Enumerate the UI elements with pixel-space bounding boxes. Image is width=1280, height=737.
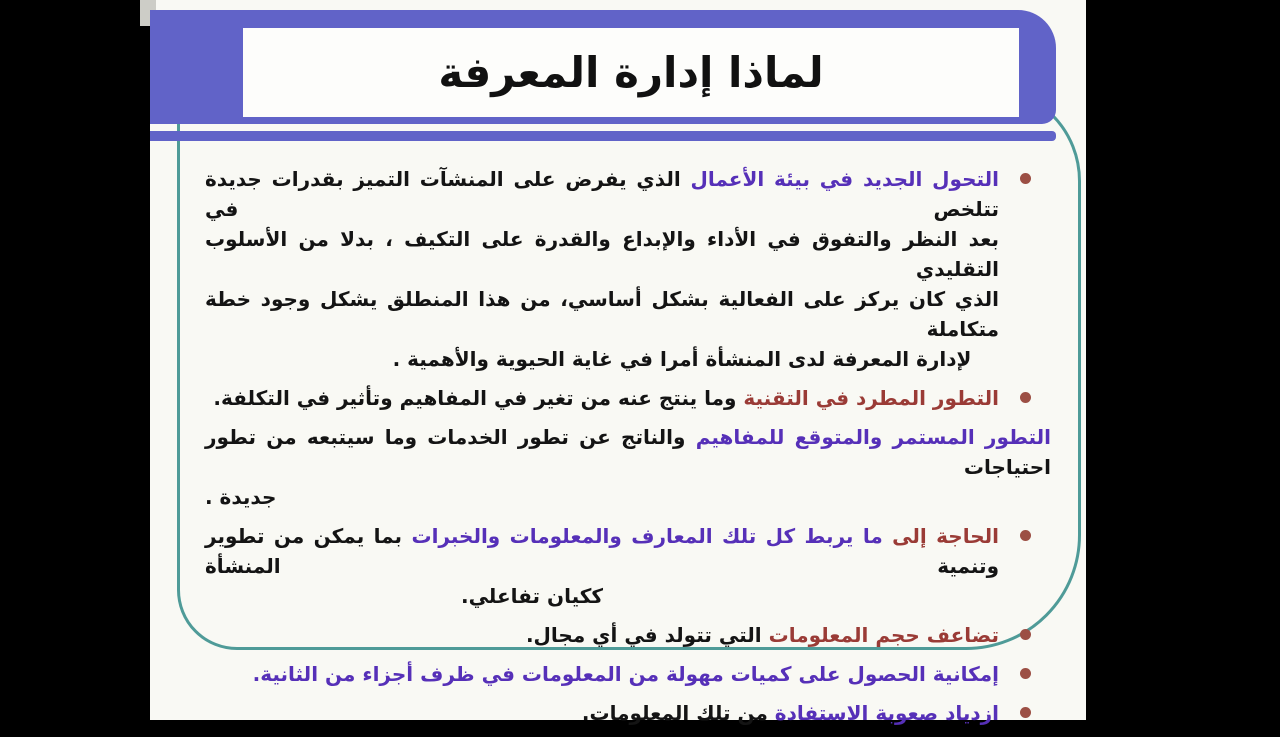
text-segment: تضاعف حجم المعلومات: [768, 623, 999, 647]
text-segment: من تلك المعلومات.: [581, 701, 775, 725]
bullet-item: [205, 659, 1051, 689]
text-segment: وما ينتج عنه من تغير في المفاهيم وتأثير في التكلفة.: [213, 386, 744, 410]
bullet-item: [205, 422, 1051, 512]
bullet-item: [205, 521, 1051, 611]
text-segment: إمكانية الحصول على كميات مهولة من المعلومات في ظرف أجزاء من الثانية.: [252, 662, 999, 686]
text-segment: ازدياد صعوبة الاستفادة: [774, 701, 999, 725]
text-segment: الذي يفرض على المنشآت التميز بقدرات جديدة تتلخص في: [205, 167, 999, 221]
text-segment: الحاجة إلى: [892, 524, 999, 548]
bullet-dot: [1020, 530, 1031, 541]
text-line: [205, 482, 1051, 512]
text-line: [205, 422, 1051, 482]
text-line: [205, 698, 999, 728]
text-segment: التحول الجديد في بيئة الأعمال: [690, 167, 1000, 191]
bullet-dot: [1020, 173, 1031, 184]
text-segment: التطور المستمر والمتوقع للمفاهيم: [695, 425, 1052, 449]
text-segment: بما يمكن من تطوير وتنمية المنشأة: [205, 524, 999, 578]
bullet-list: [205, 164, 1051, 737]
text-line: [205, 659, 999, 689]
text-segment: التطور المطرد في التقنية: [743, 386, 999, 410]
text-line: [205, 581, 999, 611]
bullet-item: [205, 698, 1051, 728]
text-line: [205, 224, 999, 284]
text-segment: بعد النظر والتفوق في الأداء والإبداع والقدرة على التكيف ، بدلا من الأسلوب التقليدي: [205, 227, 999, 281]
bullet-item: [205, 620, 1051, 650]
text-segment: لإدارة المعرفة لدى المنشأة أمرا في غاية الحيوية والأهمية .: [392, 347, 972, 371]
text-segment: جديدة .: [205, 485, 277, 509]
bullet-item: [205, 383, 1051, 413]
text-line: [205, 383, 999, 413]
title-underline-bar: [150, 131, 1056, 141]
text-line: [205, 344, 999, 374]
text-line: [205, 164, 999, 224]
text-segment: التي تتولد في أي مجال.: [525, 623, 769, 647]
text-line: [205, 620, 999, 650]
text-line: [205, 284, 999, 344]
presentation-slide: [150, 0, 1086, 725]
bullet-dot: [1020, 629, 1031, 640]
title-box: [243, 28, 1019, 117]
slide-title: لماذا إدارة المعرفة: [438, 48, 824, 97]
bullet-item: [205, 164, 1051, 374]
text-segment: الذي كان يركز على الفعالية بشكل أساسي، من هذا المنطلق يشكل وجود خطة متكاملة: [205, 287, 999, 341]
text-segment: والناتج عن تطور الخدمات وما سيتبعه من تطور احتياجات: [205, 425, 1051, 479]
bullet-dot: [1020, 707, 1031, 718]
title-banner: [150, 10, 1056, 124]
text-segment: ما يربط كل تلك المعارف والمعلومات والخبرات: [411, 524, 893, 548]
text-segment: ككيان تفاعلي.: [460, 584, 604, 608]
bullet-dot: [1020, 668, 1031, 679]
text-line: [205, 521, 999, 581]
bullet-dot: [1020, 392, 1031, 403]
